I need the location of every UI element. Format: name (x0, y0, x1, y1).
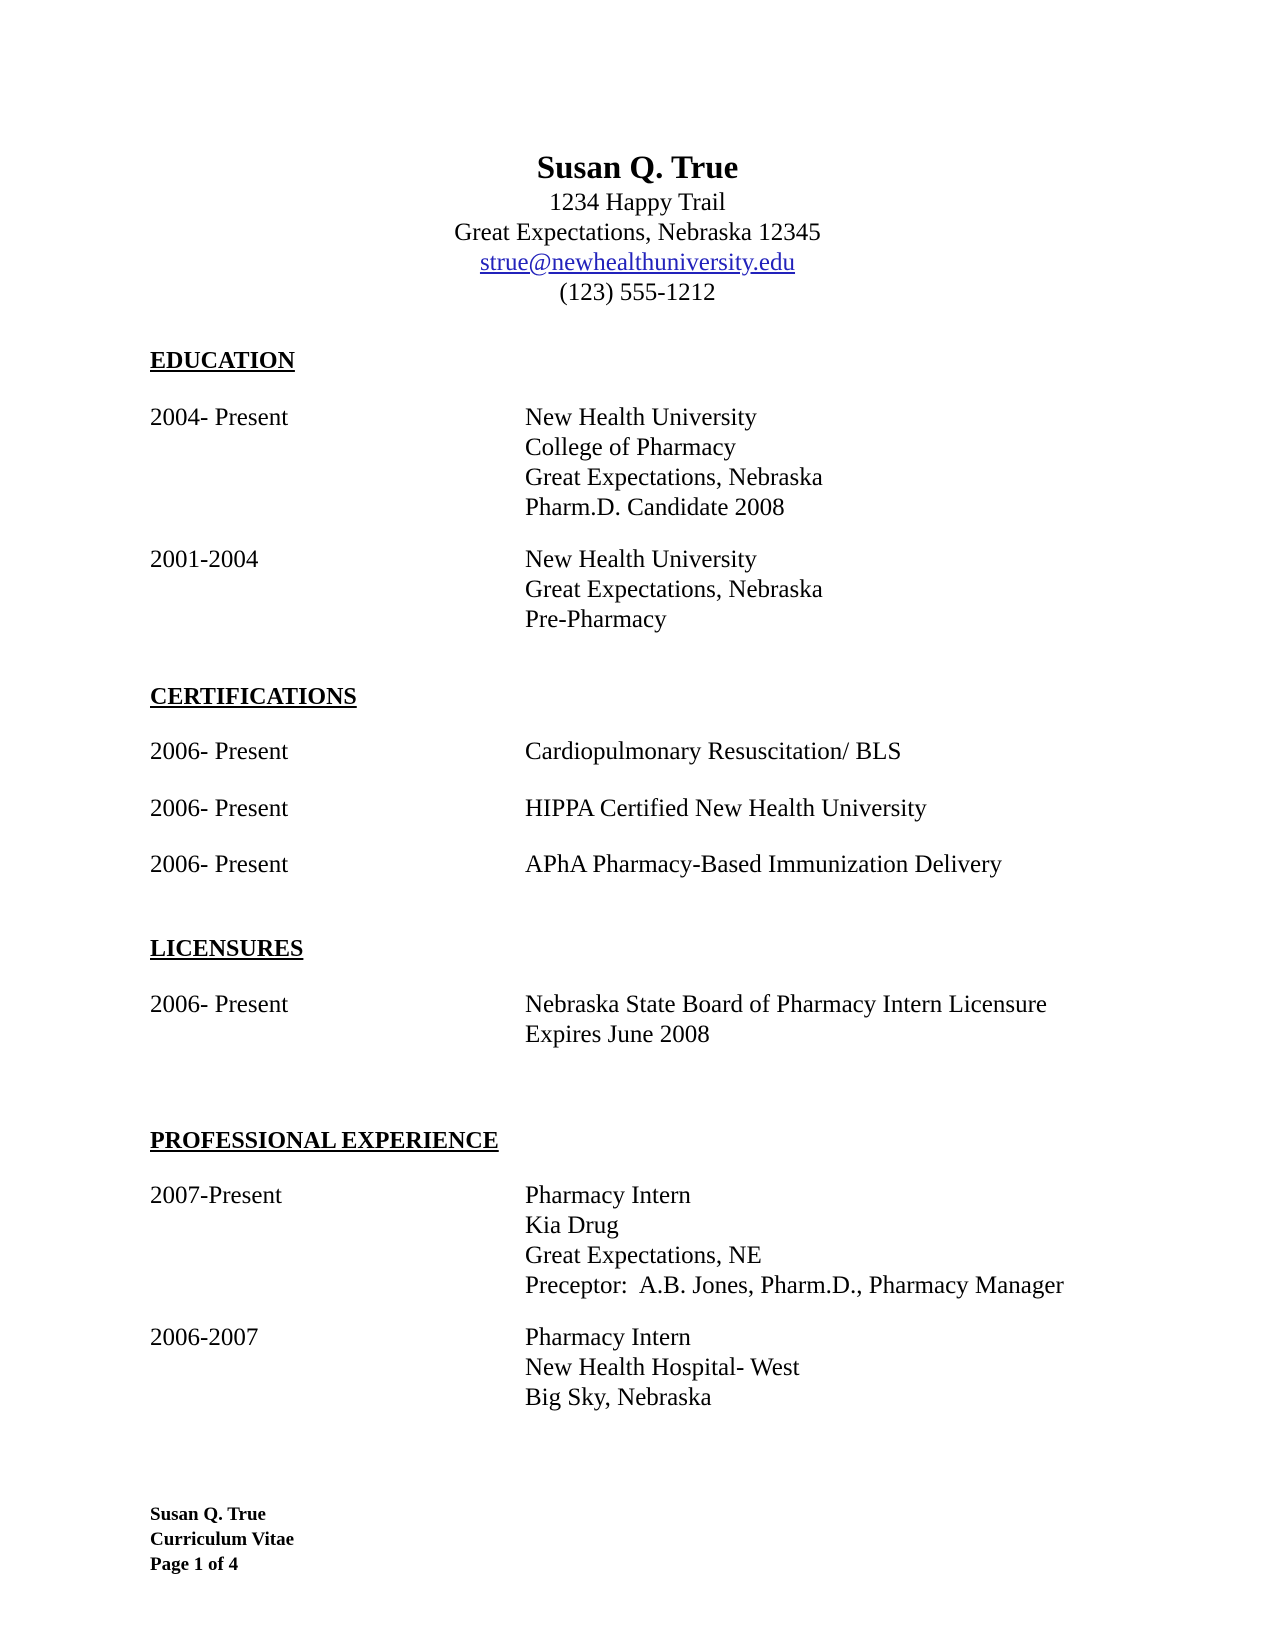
section-title-certifications: CERTIFICATIONS (150, 684, 357, 710)
section-title-experience: PROFESSIONAL EXPERIENCE (150, 1128, 499, 1154)
entry-line: Kia Drug (525, 1212, 619, 1239)
entry-date: 2006-2007 (150, 1324, 259, 1351)
entry-details (525, 850, 1002, 880)
footer-page-number: Page 1 of 4 (150, 1554, 239, 1575)
entry-details (525, 1181, 1064, 1301)
entry-details (525, 737, 901, 767)
entry-details (525, 794, 927, 824)
entry-line: Great Expectations, NE (525, 1242, 762, 1269)
footer-doc-title: Curriculum Vitae (150, 1529, 295, 1550)
entry-line: APhA Pharmacy-Based Immunization Delivery (525, 851, 1002, 878)
entry-line: Pre-Pharmacy (525, 606, 667, 633)
entry-line: Nebraska State Board of Pharmacy Intern Licensure (525, 991, 1048, 1018)
entry-date: 2006- Present (150, 991, 289, 1018)
entry-line: Pharmacy Intern (525, 1324, 691, 1351)
phone-number: (123) 555-1212 (559, 279, 716, 306)
entry-line: Preceptor: A.B. Jones, Pharm.D., Pharmacy Manager (525, 1272, 1064, 1299)
entry-line: Pharmacy Intern (525, 1182, 691, 1209)
entry-line: College of Pharmacy (525, 434, 737, 461)
entry-line: Great Expectations, Nebraska (525, 576, 823, 603)
entry-line: Big Sky, Nebraska (525, 1384, 712, 1411)
page-footer (150, 1502, 294, 1577)
section-title-education: EDUCATION (150, 348, 295, 374)
entry-details (525, 1323, 800, 1413)
entry-date: 2001-2004 (150, 546, 259, 573)
entry-date: 2006- Present (150, 738, 289, 765)
entry-line: Pharm.D. Candidate 2008 (525, 494, 785, 521)
section-title-licensures: LICENSURES (150, 936, 304, 962)
entry-date: 2006- Present (150, 795, 289, 822)
entry-line: Great Expectations, Nebraska (525, 464, 823, 491)
entry-date: 2006- Present (150, 851, 289, 878)
address-line-1: 1234 Happy Trail (549, 189, 726, 216)
footer-name: Susan Q. True (150, 1504, 266, 1525)
contact-header (0, 150, 1275, 308)
entry-line: Cardiopulmonary Resuscitation/ BLS (525, 738, 902, 765)
entry-line: Expires June 2008 (525, 1021, 710, 1048)
address-line-2: Great Expectations, Nebraska 12345 (454, 219, 821, 246)
entry-details (525, 403, 823, 523)
applicant-name: Susan Q. True (536, 150, 739, 186)
entry-line: New Health University (525, 404, 757, 431)
entry-line: New Health University (525, 546, 757, 573)
entry-date: 2007-Present (150, 1182, 282, 1209)
entry-line: HIPPA Certified New Health University (525, 795, 927, 822)
entry-line: New Health Hospital- West (525, 1354, 800, 1381)
entry-date: 2004- Present (150, 404, 289, 431)
entry-details (525, 990, 1047, 1050)
entry-details (525, 545, 823, 635)
email-link[interactable]: strue@newhealthuniversity.edu (479, 249, 796, 276)
